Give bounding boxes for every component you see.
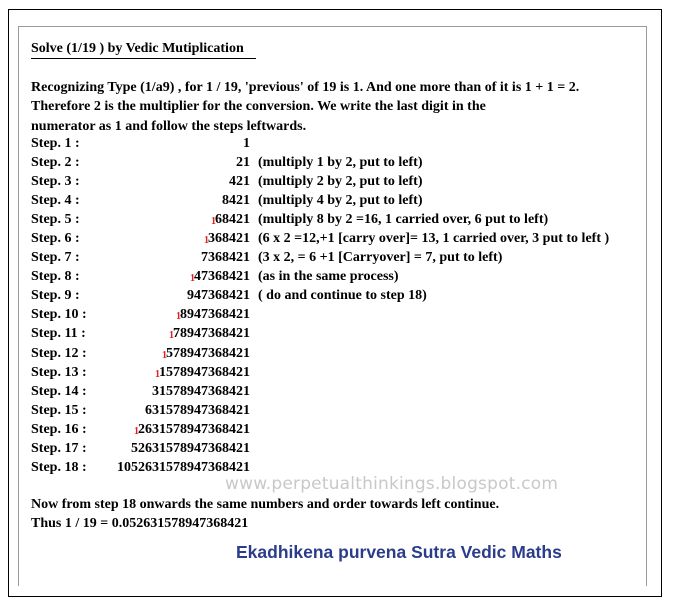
step-number: 368421 — [208, 231, 250, 247]
step-label: Step. 8 : — [31, 269, 80, 285]
conclusion-line: Thus 1 / 19 = 0.052631578947368421 — [31, 516, 249, 531]
carry-digit: 1 — [176, 311, 181, 323]
step-label: Step. 14 : — [31, 383, 87, 399]
step-number: 1578947368421 — [159, 364, 250, 380]
step-number: 1052631578947368421 — [117, 459, 250, 475]
step-label: Step. 17 : — [31, 440, 87, 456]
step-number: 31578947368421 — [152, 383, 250, 399]
step-number: 68421 — [215, 212, 250, 228]
step-number: 52631578947368421 — [131, 440, 250, 456]
step-number: 421 — [229, 174, 250, 190]
step-label: Step. 1 : — [31, 136, 80, 151]
step-note: (multiply 1 by 2, put to left) — [258, 155, 423, 171]
carry-digit: 1 — [134, 425, 139, 437]
step-label: Step. 12 : — [31, 345, 87, 361]
intro-line: Recognizing Type (1/a9) , for 1 / 19, 'previous' of 19 is 1. And one more than of it is 1 + 1 = 2. — [31, 80, 580, 95]
carry-digit: 1 — [190, 273, 195, 285]
step-note: (multiply 2 by 2, put to left) — [258, 174, 423, 190]
step-label: Step. 15 : — [31, 402, 87, 418]
step-note: (3 x 2, = 6 +1 [Carryover] = 7, put to left) — [258, 250, 503, 266]
carry-digit: 1 — [204, 235, 209, 247]
page-title: Solve (1/19 ) by Vedic Mutiplication — [31, 41, 256, 59]
step-label: Step. 2 : — [31, 155, 80, 171]
step-note: (6 x 2 =12,+1 [carry over]= 13, 1 carried over, 3 put to left ) — [258, 231, 610, 247]
step-note: ( do and continue to step 18) — [258, 288, 427, 304]
step-number: 631578947368421 — [145, 402, 250, 418]
step-number: 1 — [243, 136, 250, 151]
step-label: Step. 9 : — [31, 288, 80, 304]
carry-digit: 1 — [211, 216, 216, 228]
intro-line: numerator as 1 and follow the steps leftwards. — [31, 118, 307, 134]
step-number: 8421 — [222, 193, 250, 209]
step-number: 947368421 — [187, 288, 250, 304]
carry-digit: 1 — [169, 330, 174, 342]
step-number: 78947368421 — [173, 326, 250, 342]
step-note: (as in the same process) — [258, 269, 399, 285]
step-number: 8947368421 — [180, 307, 250, 323]
step-label: Step. 6 : — [31, 231, 80, 247]
step-label: Step. 3 : — [31, 174, 80, 190]
carry-digit: 1 — [162, 349, 167, 361]
intro-paragraph — [31, 78, 656, 136]
carry-digit: 1 — [155, 368, 160, 380]
watermark: www.perpetualthinkings.blogspot.com — [225, 474, 559, 494]
step-number: 578947368421 — [166, 345, 250, 361]
step-label: Step. 18 : — [31, 459, 87, 475]
step-number: 2631578947368421 — [138, 421, 250, 437]
conclusion-line: Now from step 18 onwards the same numbers and order towards left continue. — [31, 497, 500, 512]
step-label: Step. 13 : — [31, 364, 87, 380]
step-label: Step. 10 : — [31, 307, 87, 323]
step-number: 21 — [236, 155, 250, 171]
step-note: (multiply 4 by 2, put to left) — [258, 193, 423, 209]
step-number: 47368421 — [194, 269, 250, 285]
step-label: Step. 5 : — [31, 212, 80, 228]
intro-line: Therefore 2 is the multiplier for the conversion. We write the last digit in the — [31, 99, 486, 115]
step-number: 7368421 — [201, 250, 250, 266]
step-label: Step. 4 : — [31, 193, 80, 209]
footer-caption: Ekadhikena purvena Sutra Vedic Maths — [236, 542, 562, 562]
step-label: Step. 16 : — [31, 421, 87, 437]
conclusion — [31, 495, 499, 533]
step-label: Step. 7 : — [31, 250, 80, 266]
step-label: Step. 11 : — [31, 326, 86, 342]
step-note: (multiply 8 by 2 =16, 1 carried over, 6 put to left) — [258, 212, 549, 228]
